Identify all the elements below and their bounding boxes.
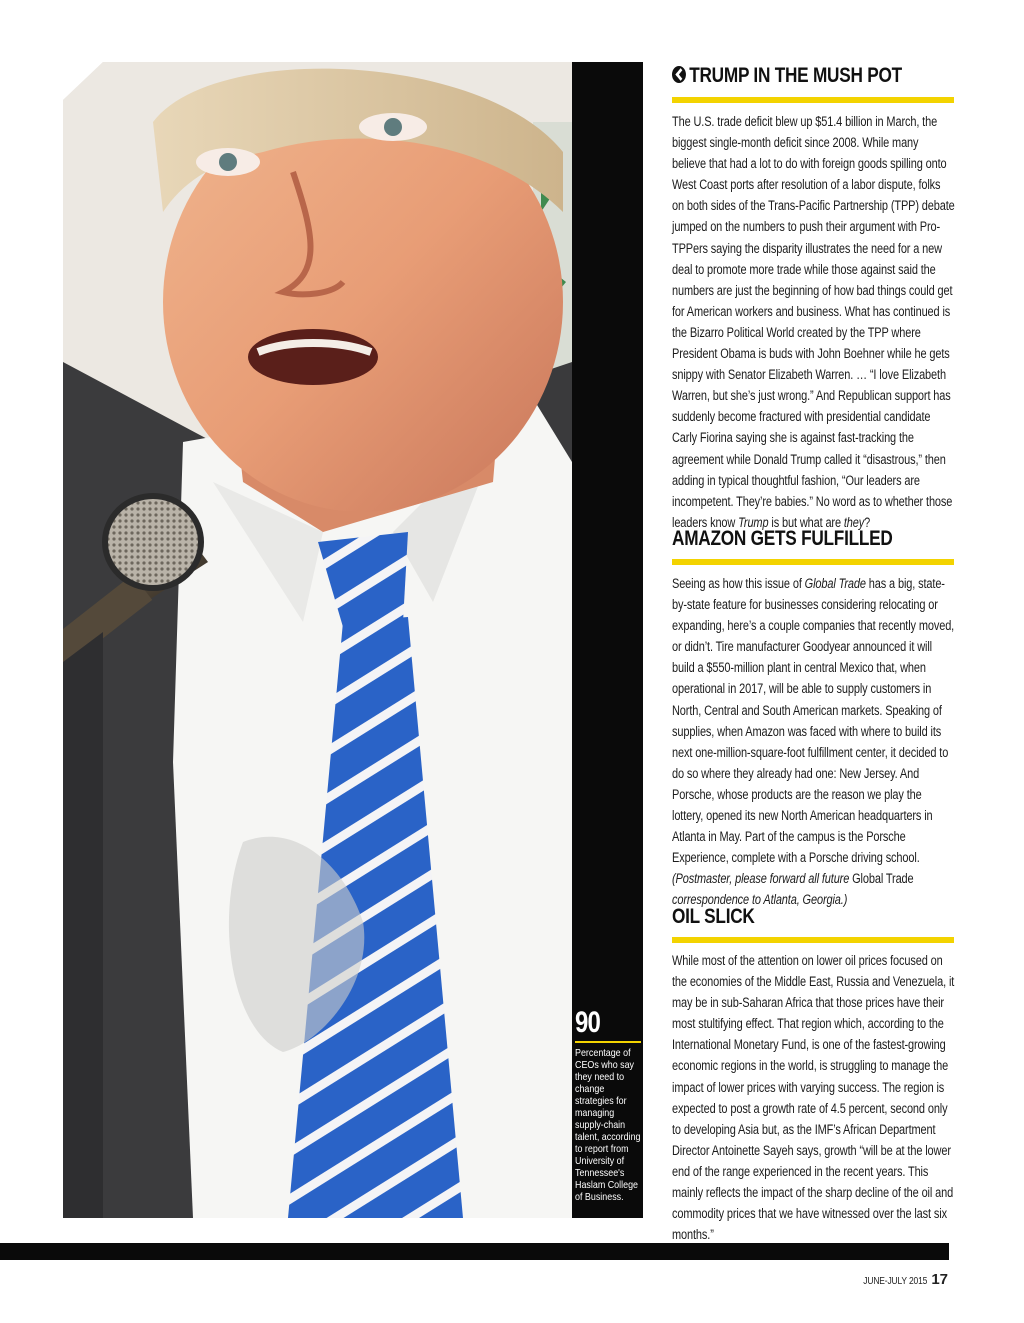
article-paragraph [672,111,955,533]
article-body-trump [672,111,955,533]
italic-text-run: they [843,514,865,530]
headline-underline [672,937,954,943]
text-run: Global Trade [852,871,914,887]
page-folio [852,1271,948,1288]
text-run: While most of the attention on lower oil prices focused on the economies of the Middle East, Russia and Venezuela, it may be in sub-Saharan Africa that those prices have their most stultifying effect. That region which, according to the International Monetary Fund, is one of the fastest-growing economic regions in the world, is struggling to manage the impact of lower prices with varying success. The region is expected to post a growth rate of 4.5 percent, second only to developing Asia but, as the IMF’s African Department Director Antoinette Sayeh says, growth “will be at the lower end of the range experienced in the recent years. This mainly reflects the impact of the sharp decline of the oil and commodity prices that we have witnessed over the last six months.” [672,953,955,1243]
article-paragraph [672,573,955,911]
stat-divider [575,1041,641,1043]
article-paragraph [672,950,955,1245]
speaker-illustration [63,62,572,1218]
italic-text-run: Trump [738,514,769,530]
article-headline-trump [672,64,902,88]
page-number: 17 [931,1271,948,1288]
text-run: Seeing as how this issue of [672,576,805,591]
text-run: has a big, state-by-state feature for businesses considering relocating or expanding, here’s a couple companies that recently moved, or didn’t. Tire manufacturer Goodyear announced it will build a $550-million plant in central Mexico that, when operational in 2017, will be able to supply customers in North, Central and South American markets. Speaking of supplies, when Amazon was faced with where to build its next one-million-square-foot fulfillment center, it decided to do so where they already had one: New Jersey. And Porsche, whose products are the reason we play the lottery, opened its new North American headquarters in Atlanta in May. Part of the campus is the Porsche Experience, complete with a Porsche driving school. [672,576,955,866]
article-body-amazon [672,573,955,911]
italic-text-run: correspondence to Atlanta, Georgia.) [672,892,848,908]
headline-underline [672,97,954,103]
text-run: is but what are [768,514,844,530]
text-run: The U.S. trade deficit blew up $51.4 billion in March, the biggest single-month deficit since 2008. While many believe that had a lot to do with foreign goods spilling onto West Coast ports after resolution of a labor dispute, folks on both sides of the Trans-Pacific Partnership (TPP) debate jumped on the numbers to push their argument with Pro-TPPers saying the disparity illustrates the need for a new deal to promote more trade while those against said the numbers are just the beginning of how bad things could get for American workers and business. What has continued is the Bizarro Political World created by the TPP where President Obama is buds with John Boehner while he gets snippy with Senator Elizabeth Warren. … “I love Elizabeth Warren, but she’s just wrong.” And Republican support has suddenly become fractured with presidential candidate Carly Fiorina saying she is against fast-tracking the agreement while Donald Trump called it “disastrous,” then adding in typical thoughtful fashion, “Our leaders are incompetent. They’re babies.” No word as to whether those leaders know [672,114,955,530]
headline-text: TRUMP IN THE MUSH POT [689,64,902,87]
italic-text-run: (Postmaster, please forward all future [672,871,853,887]
article-body-oil [672,950,955,1245]
back-arrow-icon [672,66,686,83]
text-run: ? [864,514,871,530]
footer-rule [0,1243,949,1260]
article-headline-oil: OIL SLICK [672,905,755,928]
speaker-photo [63,62,572,1218]
issue-date: JUNE-JULY 2015 [863,1276,928,1287]
article-headline-amazon: AMAZON GETS FULFILLED [672,527,893,550]
italic-text-run: Global Trade [804,576,866,591]
stat-caption: Percentage of CEOs who say they need to change strategies for managing supply-chain talent, according to report from University of Tennessee's Haslam College of Business. [575,1047,641,1203]
headline-underline [672,559,954,565]
stat-number: 90 [575,1006,601,1039]
sidebar-stat-panel [572,62,643,1218]
